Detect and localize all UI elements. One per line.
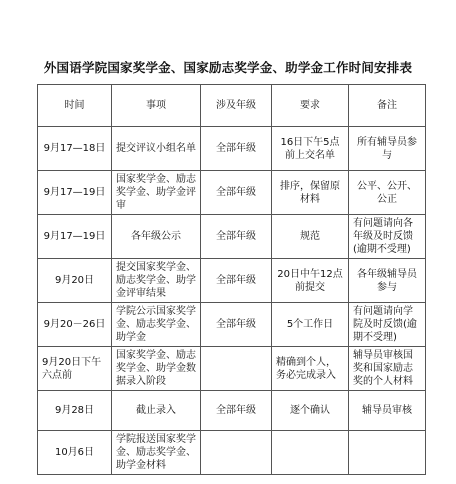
header-requirement: 要求 <box>272 85 349 127</box>
table-row <box>38 215 426 259</box>
cell-time: 9月17—18日 <box>38 127 112 171</box>
cell-grade: 全部年级 <box>201 171 272 215</box>
cell-grade <box>201 431 272 475</box>
cell-grade: 全部年级 <box>201 391 272 431</box>
header-note: 备注 <box>349 85 426 127</box>
table-row <box>38 259 426 303</box>
header-grade: 涉及年级 <box>201 85 272 127</box>
cell-item: 国家奖学金、励志奖学金、助学金数据录入阶段 <box>112 347 201 391</box>
cell-grade: 全部年级 <box>201 215 272 259</box>
cell-item: 提交国家奖学金、励志奖学金、助学金评审结果 <box>112 259 201 303</box>
cell-requirement: 20日中午12点前提交 <box>272 259 349 303</box>
table-row <box>38 171 426 215</box>
header-item: 事项 <box>112 85 201 127</box>
table-row <box>38 347 426 391</box>
table-row <box>38 391 426 431</box>
cell-item: 提交评议小组名单 <box>112 127 201 171</box>
cell-note: 辅导员审核 <box>349 391 426 431</box>
cell-grade: 全部年级 <box>201 127 272 171</box>
cell-note: 有问题请向各年级及时反馈(逾期不受理) <box>349 215 426 259</box>
cell-requirement: 逐个确认 <box>272 391 349 431</box>
cell-grade <box>201 347 272 391</box>
header-time: 时间 <box>38 85 112 127</box>
cell-note: 辅导员审核国奖和国家励志奖的个人材料 <box>349 347 426 391</box>
cell-requirement: 精确到个人，务必完成录入 <box>272 347 349 391</box>
cell-time: 9月20－26日 <box>38 303 112 347</box>
cell-item: 学院公示国家奖学金、励志奖学金、助学金 <box>112 303 201 347</box>
cell-note: 有问题请向学院及时反馈(逾期不受理) <box>349 303 426 347</box>
cell-time: 9月20日下午六点前 <box>38 347 112 391</box>
cell-note: 公平、公开、公正 <box>349 171 426 215</box>
cell-time: 9月17—19日 <box>38 215 112 259</box>
cell-note: 所有辅导员参与 <box>349 127 426 171</box>
cell-requirement: 规范 <box>272 215 349 259</box>
cell-grade: 全部年级 <box>201 303 272 347</box>
cell-item: 学院报送国家奖学金、励志奖学金、助学金材料 <box>112 431 201 475</box>
cell-requirement <box>272 431 349 475</box>
cell-grade: 全部年级 <box>201 259 272 303</box>
cell-item: 各年级公示 <box>112 215 201 259</box>
cell-requirement: 16日下午5点前上交名单 <box>272 127 349 171</box>
cell-time: 9月20日 <box>38 259 112 303</box>
cell-requirement: 排序，保留原材料 <box>272 171 349 215</box>
table-row <box>38 431 426 475</box>
cell-note: 各年级辅导员参与 <box>349 259 426 303</box>
table-header-row <box>38 85 426 127</box>
table-row <box>38 303 426 347</box>
cell-item: 国家奖学金、励志奖学金、助学金评审 <box>112 171 201 215</box>
document-title: 外国语学院国家奖学金、国家励志奖学金、助学金工作时间安排表 <box>43 60 413 75</box>
schedule-table <box>37 84 426 475</box>
cell-note <box>349 431 426 475</box>
cell-time: 10月6日 <box>38 431 112 475</box>
cell-requirement: 5个工作日 <box>272 303 349 347</box>
cell-time: 9月28日 <box>38 391 112 431</box>
cell-item: 截止录入 <box>112 391 201 431</box>
table-row <box>38 127 426 171</box>
cell-time: 9月17—19日 <box>38 171 112 215</box>
